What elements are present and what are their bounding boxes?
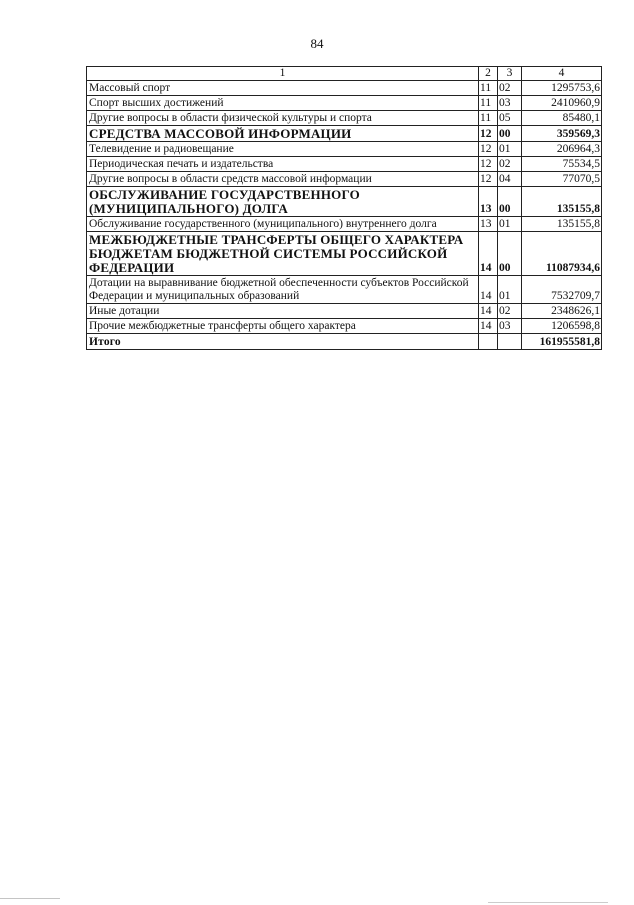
row-section-cell: 12 [479, 157, 498, 172]
row-name-cell: Прочие межбюджетные трансферты общего характера [87, 319, 479, 334]
row-amount-cell: 11087934,6 [522, 232, 602, 276]
row-name-cell: Массовый спорт [87, 81, 479, 96]
table-row [87, 304, 602, 319]
row-amount-cell: 1295753,6 [522, 81, 602, 96]
header-col-rz: 2 [479, 67, 498, 81]
row-section-cell: 14 [479, 276, 498, 304]
row-section-cell: 13 [479, 217, 498, 232]
row-subsection-cell: 00 [498, 187, 522, 217]
row-amount-cell: 2410960,9 [522, 96, 602, 111]
table-row [87, 319, 602, 334]
row-section-cell: 12 [479, 172, 498, 187]
row-name-cell: Обслуживание государственного (муниципального) внутреннего долга [87, 217, 479, 232]
scan-artifact-line [0, 898, 60, 899]
row-subsection-cell: 05 [498, 111, 522, 126]
table-total-row [87, 334, 602, 350]
header-col-name: 1 [87, 67, 479, 81]
row-subsection-cell: 02 [498, 81, 522, 96]
row-section-cell: 14 [479, 232, 498, 276]
table-row [87, 96, 602, 111]
row-amount-cell: 206964,3 [522, 142, 602, 157]
row-subsection-cell: 04 [498, 172, 522, 187]
row-section-cell: 12 [479, 126, 498, 142]
row-name-cell: Телевидение и радиовещание [87, 142, 479, 157]
row-amount-cell: 85480,1 [522, 111, 602, 126]
row-amount-cell: 135155,8 [522, 217, 602, 232]
row-subsection-cell: 01 [498, 276, 522, 304]
header-col-pr: 3 [498, 67, 522, 81]
table-row [87, 81, 602, 96]
row-subsection-cell [498, 334, 522, 350]
row-name-cell: Другие вопросы в области средств массовой информации [87, 172, 479, 187]
row-section-cell: 12 [479, 142, 498, 157]
row-amount-cell: 75534,5 [522, 157, 602, 172]
row-amount-cell: 7532709,7 [522, 276, 602, 304]
row-section-cell: 11 [479, 111, 498, 126]
row-name-cell: СРЕДСТВА МАССОВОЙ ИНФОРМАЦИИ [87, 126, 479, 142]
table-row [87, 157, 602, 172]
budget-table [86, 66, 602, 350]
table-row [87, 217, 602, 232]
row-subsection-cell: 00 [498, 232, 522, 276]
header-col-amount: 4 [522, 67, 602, 81]
row-name-cell: Итого [87, 334, 479, 350]
row-name-cell: Иные дотации [87, 304, 479, 319]
table-row [87, 232, 602, 276]
table-row [87, 276, 602, 304]
row-name-cell: МЕЖБЮДЖЕТНЫЕ ТРАНСФЕРТЫ ОБЩЕГО ХАРАКТЕРА БЮДЖЕТАМ БЮДЖЕТНОЙ СИСТЕМЫ РОССИЙСКОЙ ФЕДЕРАЦИИ [87, 232, 479, 276]
row-subsection-cell: 01 [498, 217, 522, 232]
row-subsection-cell: 01 [498, 142, 522, 157]
table-row [87, 187, 602, 217]
table-row [87, 172, 602, 187]
row-amount-cell: 1206598,8 [522, 319, 602, 334]
row-subsection-cell: 02 [498, 157, 522, 172]
row-section-cell: 11 [479, 96, 498, 111]
row-subsection-cell: 02 [498, 304, 522, 319]
table-row [87, 126, 602, 142]
row-amount-cell: 2348626,1 [522, 304, 602, 319]
row-amount-cell: 359569,3 [522, 126, 602, 142]
row-subsection-cell: 00 [498, 126, 522, 142]
row-amount-cell: 161955581,8 [522, 334, 602, 350]
row-name-cell: Другие вопросы в области физической культуры и спорта [87, 111, 479, 126]
table-body [87, 81, 602, 350]
row-amount-cell: 77070,5 [522, 172, 602, 187]
table-header-row [87, 67, 602, 81]
row-subsection-cell: 03 [498, 96, 522, 111]
row-section-cell: 14 [479, 304, 498, 319]
table-row [87, 111, 602, 126]
row-section-cell: 13 [479, 187, 498, 217]
row-section-cell: 14 [479, 319, 498, 334]
row-section-cell [479, 334, 498, 350]
table-row [87, 142, 602, 157]
row-amount-cell: 135155,8 [522, 187, 602, 217]
scan-artifact-line [488, 902, 608, 903]
row-name-cell: Дотации на выравнивание бюджетной обеспеченности субъектов Российской Федерации и муниципальных образований [87, 276, 479, 304]
page-number: 84 [310, 36, 324, 51]
row-name-cell: Периодическая печать и издательства [87, 157, 479, 172]
row-name-cell: Спорт высших достижений [87, 96, 479, 111]
row-subsection-cell: 03 [498, 319, 522, 334]
row-section-cell: 11 [479, 81, 498, 96]
row-name-cell: ОБСЛУЖИВАНИЕ ГОСУДАРСТВЕННОГО (МУНИЦИПАЛЬНОГО) ДОЛГА [87, 187, 479, 217]
